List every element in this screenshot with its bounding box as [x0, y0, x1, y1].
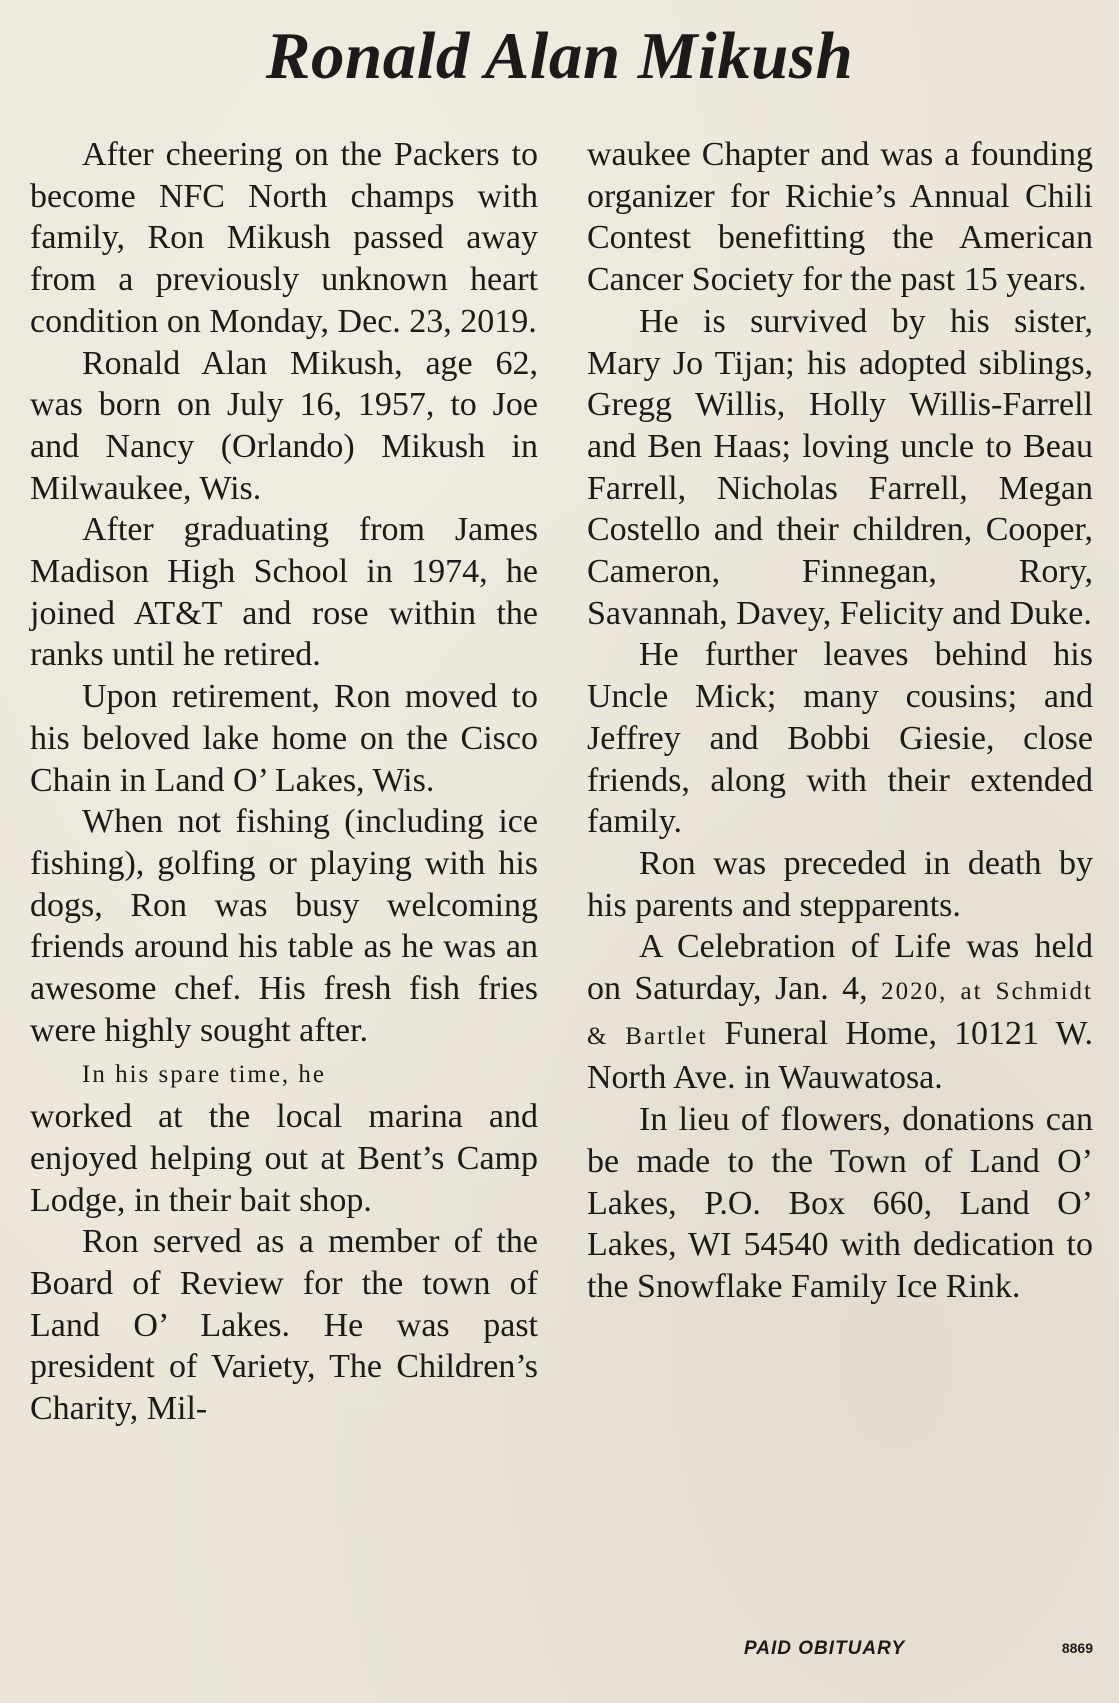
spare-time-lead: In his spare time, he: [82, 1061, 327, 1089]
paragraph-spare-time: [30, 1051, 538, 1221]
paid-obituary-label: PAID OBITUARY: [744, 1638, 906, 1659]
paragraph-service: Ron served as a member of the Board of Review for the town of Land O’ Lakes. He was past president of Variety, The Children’s Charity, Mil-: [30, 1223, 538, 1428]
paragraph-celebration: [587, 926, 1093, 1099]
celebration-small: 2020, at Schmidt & Bartlet: [587, 978, 1093, 1050]
paragraph-further-survivors: He further leaves behind his Uncle Mick; many cousins; and Jeffrey and Bobbi Giesie, close friends, along with their extended family.: [587, 636, 1093, 841]
spare-time-rest: worked at the local marina and enjoyed helping out at Bent’s Camp Lodge, in their bait shop.: [30, 1098, 538, 1219]
paragraph-death-notice: After cheering on the Packers to become NFC North champs with family, Ron Mikush passed away from a previously unknown heart condition on Monday, Dec. 23, 2019.: [30, 136, 538, 340]
paragraph-retirement: Upon retirement, Ron moved to his beloved lake home on the Cisco Chain in Land O’ Lakes, Wis.: [30, 678, 538, 799]
paragraph-survivors: He is survived by his sister, Mary Jo Tijan; his adopted siblings, Gregg Willis, Holly Willis-Farrell and Ben Haas; loving uncle to Beau Farrell, Nicholas Farrell, Megan Costello and their children, Cooper, Cameron, Finnegan, Rory, Savannah, Davey, Felicity and Duke.: [587, 302, 1093, 632]
obituary-title: Ronald Alan Mikush: [265, 19, 854, 93]
left-column: [30, 134, 538, 1430]
ad-code: 8869: [1061, 1640, 1093, 1656]
paragraph-career: After graduating from James Madison High School in 1974, he joined AT&T and rose within the ranks until he retired.: [30, 511, 538, 674]
paragraph-birth: Ronald Alan Mikush, age 62, was born on July 16, 1957, to Joe and Nancy (Orlando) Mikush in Milwaukee, Wis.: [30, 344, 538, 507]
paragraph-preceded: Ron was preceded in death by his parents and stepparents.: [587, 844, 1093, 924]
paragraph-hobbies: When not fishing (including ice fishing), golfing or playing with his dogs, Ron was busy welcoming friends around his table as he was an awesome chef. His fresh fish fries were highly sought after.: [30, 803, 538, 1049]
right-column: [587, 134, 1093, 1308]
paragraph-service-continued: waukee Chapter and was a founding organizer for Richie’s Annual Chili Contest benefitting the American Cancer Society for the past 15 years.: [587, 136, 1093, 299]
celebration-rest: Funeral Home, 10121 W. North Ave. in Wauwatosa.: [587, 1014, 1093, 1097]
footer: [587, 1638, 1093, 1666]
celebration-first: A Celebration of Life was held on Saturday, Jan. 4,: [587, 928, 1093, 1008]
paragraph-donations: In lieu of flowers, donations can be made to the Town of Land O’ Lakes, P.O. Box 660, Land O’ Lakes, WI 54540 with dedication to the Snowflake Family Ice Rink.: [587, 1101, 1093, 1305]
